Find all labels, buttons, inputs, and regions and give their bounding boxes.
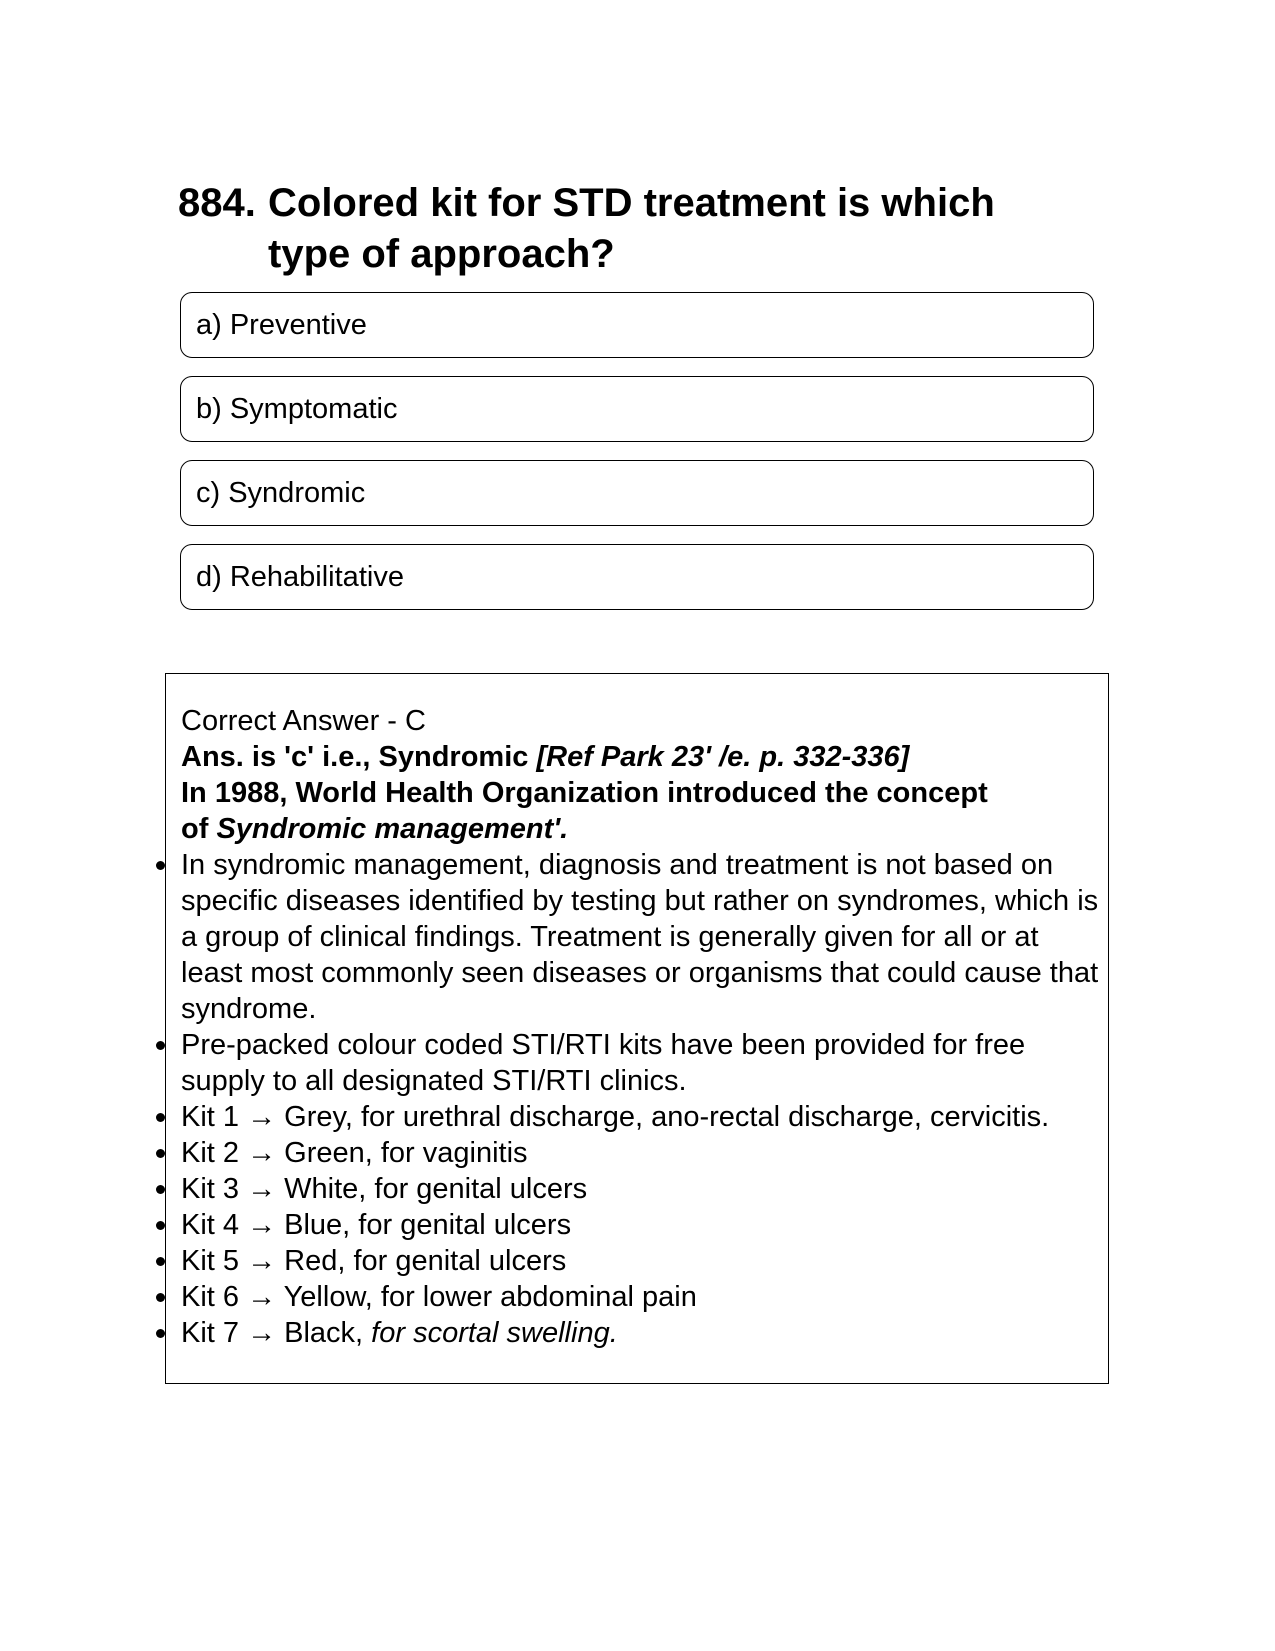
option-d[interactable] bbox=[180, 544, 1094, 610]
bullet-kit-6: Kit 6 → Yellow, for lower abdominal pain bbox=[181, 1279, 1101, 1315]
bullet-syndromic-management: In syndromic management, diagnosis and treatment is not based on specific diseases identified by testing but rather on syndromes, which is a group of clinical findings. Treatment is generally given for all or at least most commonly seen diseases or organisms that could cause that syndrome. bbox=[181, 847, 1101, 1027]
bullet-kit-1: Kit 1 → Grey, for urethral discharge, ano-rectal discharge, cervicitis. bbox=[181, 1099, 1101, 1135]
explanation-bullet-list bbox=[181, 847, 1101, 1351]
option-b-label: b) Symptomatic bbox=[196, 393, 398, 425]
question-text: Colored kit for STD treatment is which type of approach? bbox=[268, 181, 995, 276]
answer-statement bbox=[181, 739, 1101, 775]
option-d-label: d) Rehabilitative bbox=[196, 561, 404, 593]
answer-statement-text: Ans. is 'c' i.e., Syndromic bbox=[181, 741, 537, 773]
bullet-kit-7 bbox=[181, 1315, 1101, 1351]
intro-line-2-emphasis: Syndromic management'. bbox=[216, 813, 569, 845]
bullet-kit-2: Kit 2 → Green, for vaginitis bbox=[181, 1135, 1101, 1171]
correct-answer-line: Correct Answer - C bbox=[181, 705, 426, 737]
answer-reference: [Ref Park 23' /e. p. 332-336] bbox=[536, 741, 910, 773]
question-number: 884. bbox=[178, 181, 256, 225]
question-heading bbox=[178, 178, 1058, 280]
bullet-kit-3: Kit 3 → White, for genital ulcers bbox=[181, 1171, 1101, 1207]
option-c-label: c) Syndromic bbox=[196, 477, 366, 509]
bullet-kit-7-text: Kit 7 → Black, bbox=[181, 1317, 372, 1349]
option-a-label: a) Preventive bbox=[196, 309, 367, 341]
intro-line-2 bbox=[181, 811, 1101, 847]
bullet-kit-4: Kit 4 → Blue, for genital ulcers bbox=[181, 1207, 1101, 1243]
intro-line-1: In 1988, World Health Organization introduced the concept bbox=[181, 777, 988, 809]
option-c[interactable] bbox=[180, 460, 1094, 526]
bullet-kit-5: Kit 5 → Red, for genital ulcers bbox=[181, 1243, 1101, 1279]
intro-line-2-prefix: of bbox=[181, 813, 217, 845]
option-a[interactable] bbox=[180, 292, 1094, 358]
bullet-kit-7-emphasis: for scortal swelling. bbox=[371, 1317, 618, 1349]
answer-explanation bbox=[181, 703, 1101, 1351]
option-b[interactable] bbox=[180, 376, 1094, 442]
bullet-prepacked-kits: Pre-packed colour coded STI/RTI kits have been provided for free supply to all designated STI/RTI clinics. bbox=[181, 1027, 1101, 1099]
